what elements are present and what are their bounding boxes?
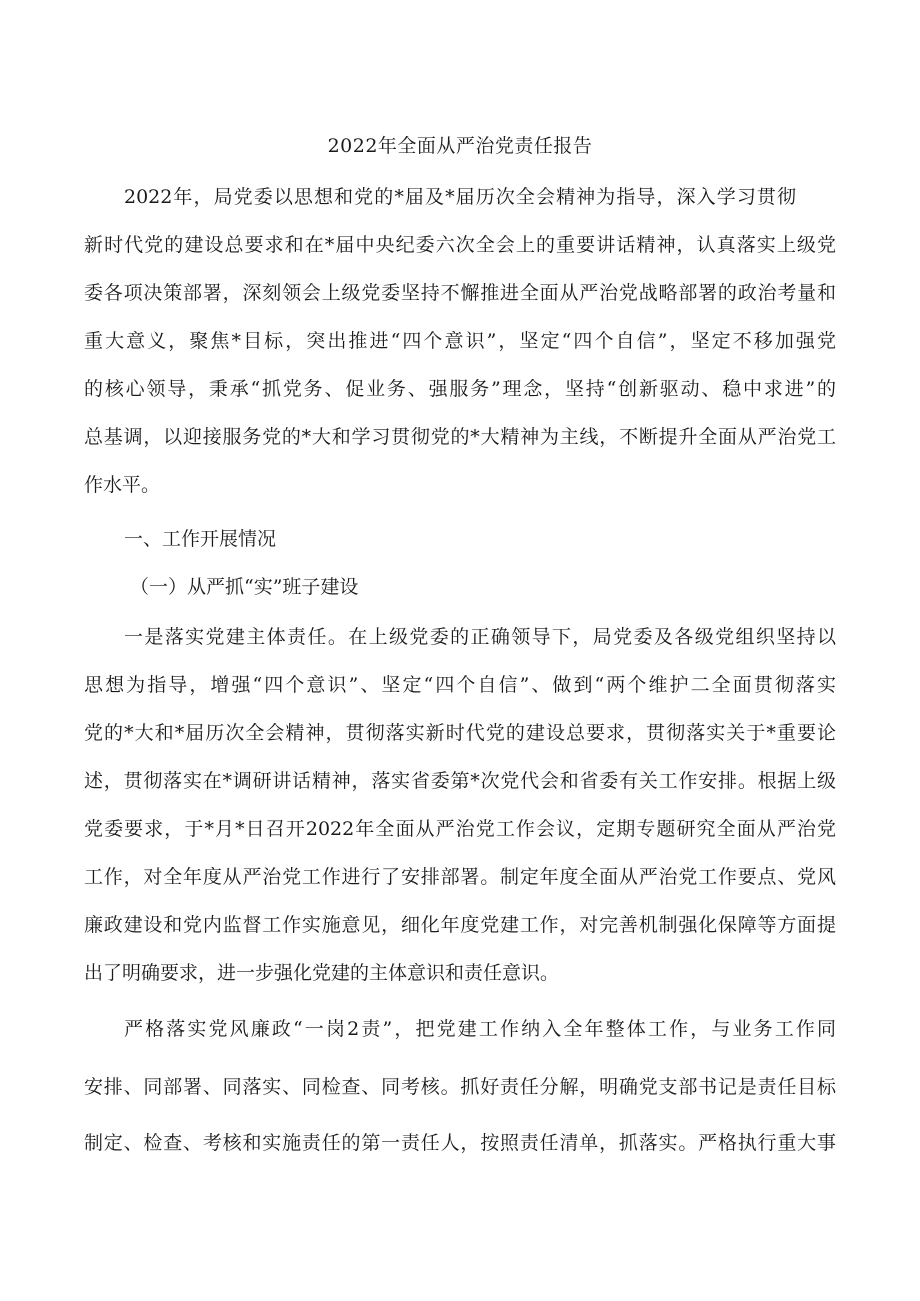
para2-line-5: 党委要求，于*月*日召开2022年全面从严治党工作会议，定期专题研究全面从严治党 [84, 818, 836, 840]
intro-line-3: 委各项决策部署，深刻领会上级党委坚持不懈推进全面从严治党战略部署的政治考量和 [84, 282, 836, 304]
para3-line-2: 安排、同部署、同落实、同检查、同考核。抓好责任分解，明确党支部书记是责任目标 [84, 1076, 836, 1098]
subsection-heading: （一）从严抓“实”班子建设 [130, 576, 359, 598]
para3-line-3: 制定、检查、考核和实施责任的第一责任人，按照责任清单，抓落实。严格执行重大事 [84, 1132, 836, 1154]
para2-line-4: 述，贯彻落实在*调研讲话精神，落实省委第*次党代会和省委有关工作安排。根据上级 [84, 770, 836, 792]
para2-line-8: 出了明确要求，进一步强化党建的主体意识和责任意识。 [84, 962, 560, 984]
section-heading: 一、工作开展情况 [124, 528, 277, 550]
page-title: 2022年全面从严治党责任报告 [327, 135, 593, 157]
para2-line-1: 一是落实党建主体责任。在上级党委的正确领导下，局党委及各级党组织坚持以 [124, 626, 836, 648]
para2-line-3: 党的*大和*届历次全会精神，贯彻落实新时代党的建设总要求，贯彻落实关于*重要论 [84, 722, 836, 744]
intro-line-2: 新时代党的建设总要求和在*届中央纪委六次全会上的重要讲话精神，认真落实上级党 [84, 234, 836, 256]
intro-line-4: 重大意义，聚焦*目标，突出推进“四个意识”，坚定“四个自信”，坚定不移加强党 [84, 330, 836, 352]
para3-line-1: 严格落实党风廉政“一岗2责”，把党建工作纳入全年整体工作，与业务工作同 [124, 1018, 836, 1040]
para2-line-2: 思想为指导，增强“四个意识”、坚定“四个自信”、做到“两个维护二全面贯彻落实 [84, 674, 836, 696]
para2-line-6: 工作，对全年度从严治党工作进行了安排部署。制定年度全面从严治党工作要点、党风 [84, 866, 836, 888]
intro-line-5: 的核心领导，秉承“抓党务、促业务、强服务”理念，坚持“创新驱动、稳中求进”的 [84, 378, 836, 400]
para2-line-7: 廉政建设和党内监督工作实施意见，细化年度党建工作，对完善机制强化保障等方面提 [84, 914, 836, 936]
intro-line-6: 总基调，以迎接服务党的*大和学习贯彻党的*大精神为主线，不断提升全面从严治党工 [84, 426, 836, 448]
intro-line-7: 作水平。 [84, 474, 161, 496]
intro-line-1: 2022年，局党委以思想和党的*届及*届历次全会精神为指导，深入学习贯彻 [124, 186, 796, 208]
